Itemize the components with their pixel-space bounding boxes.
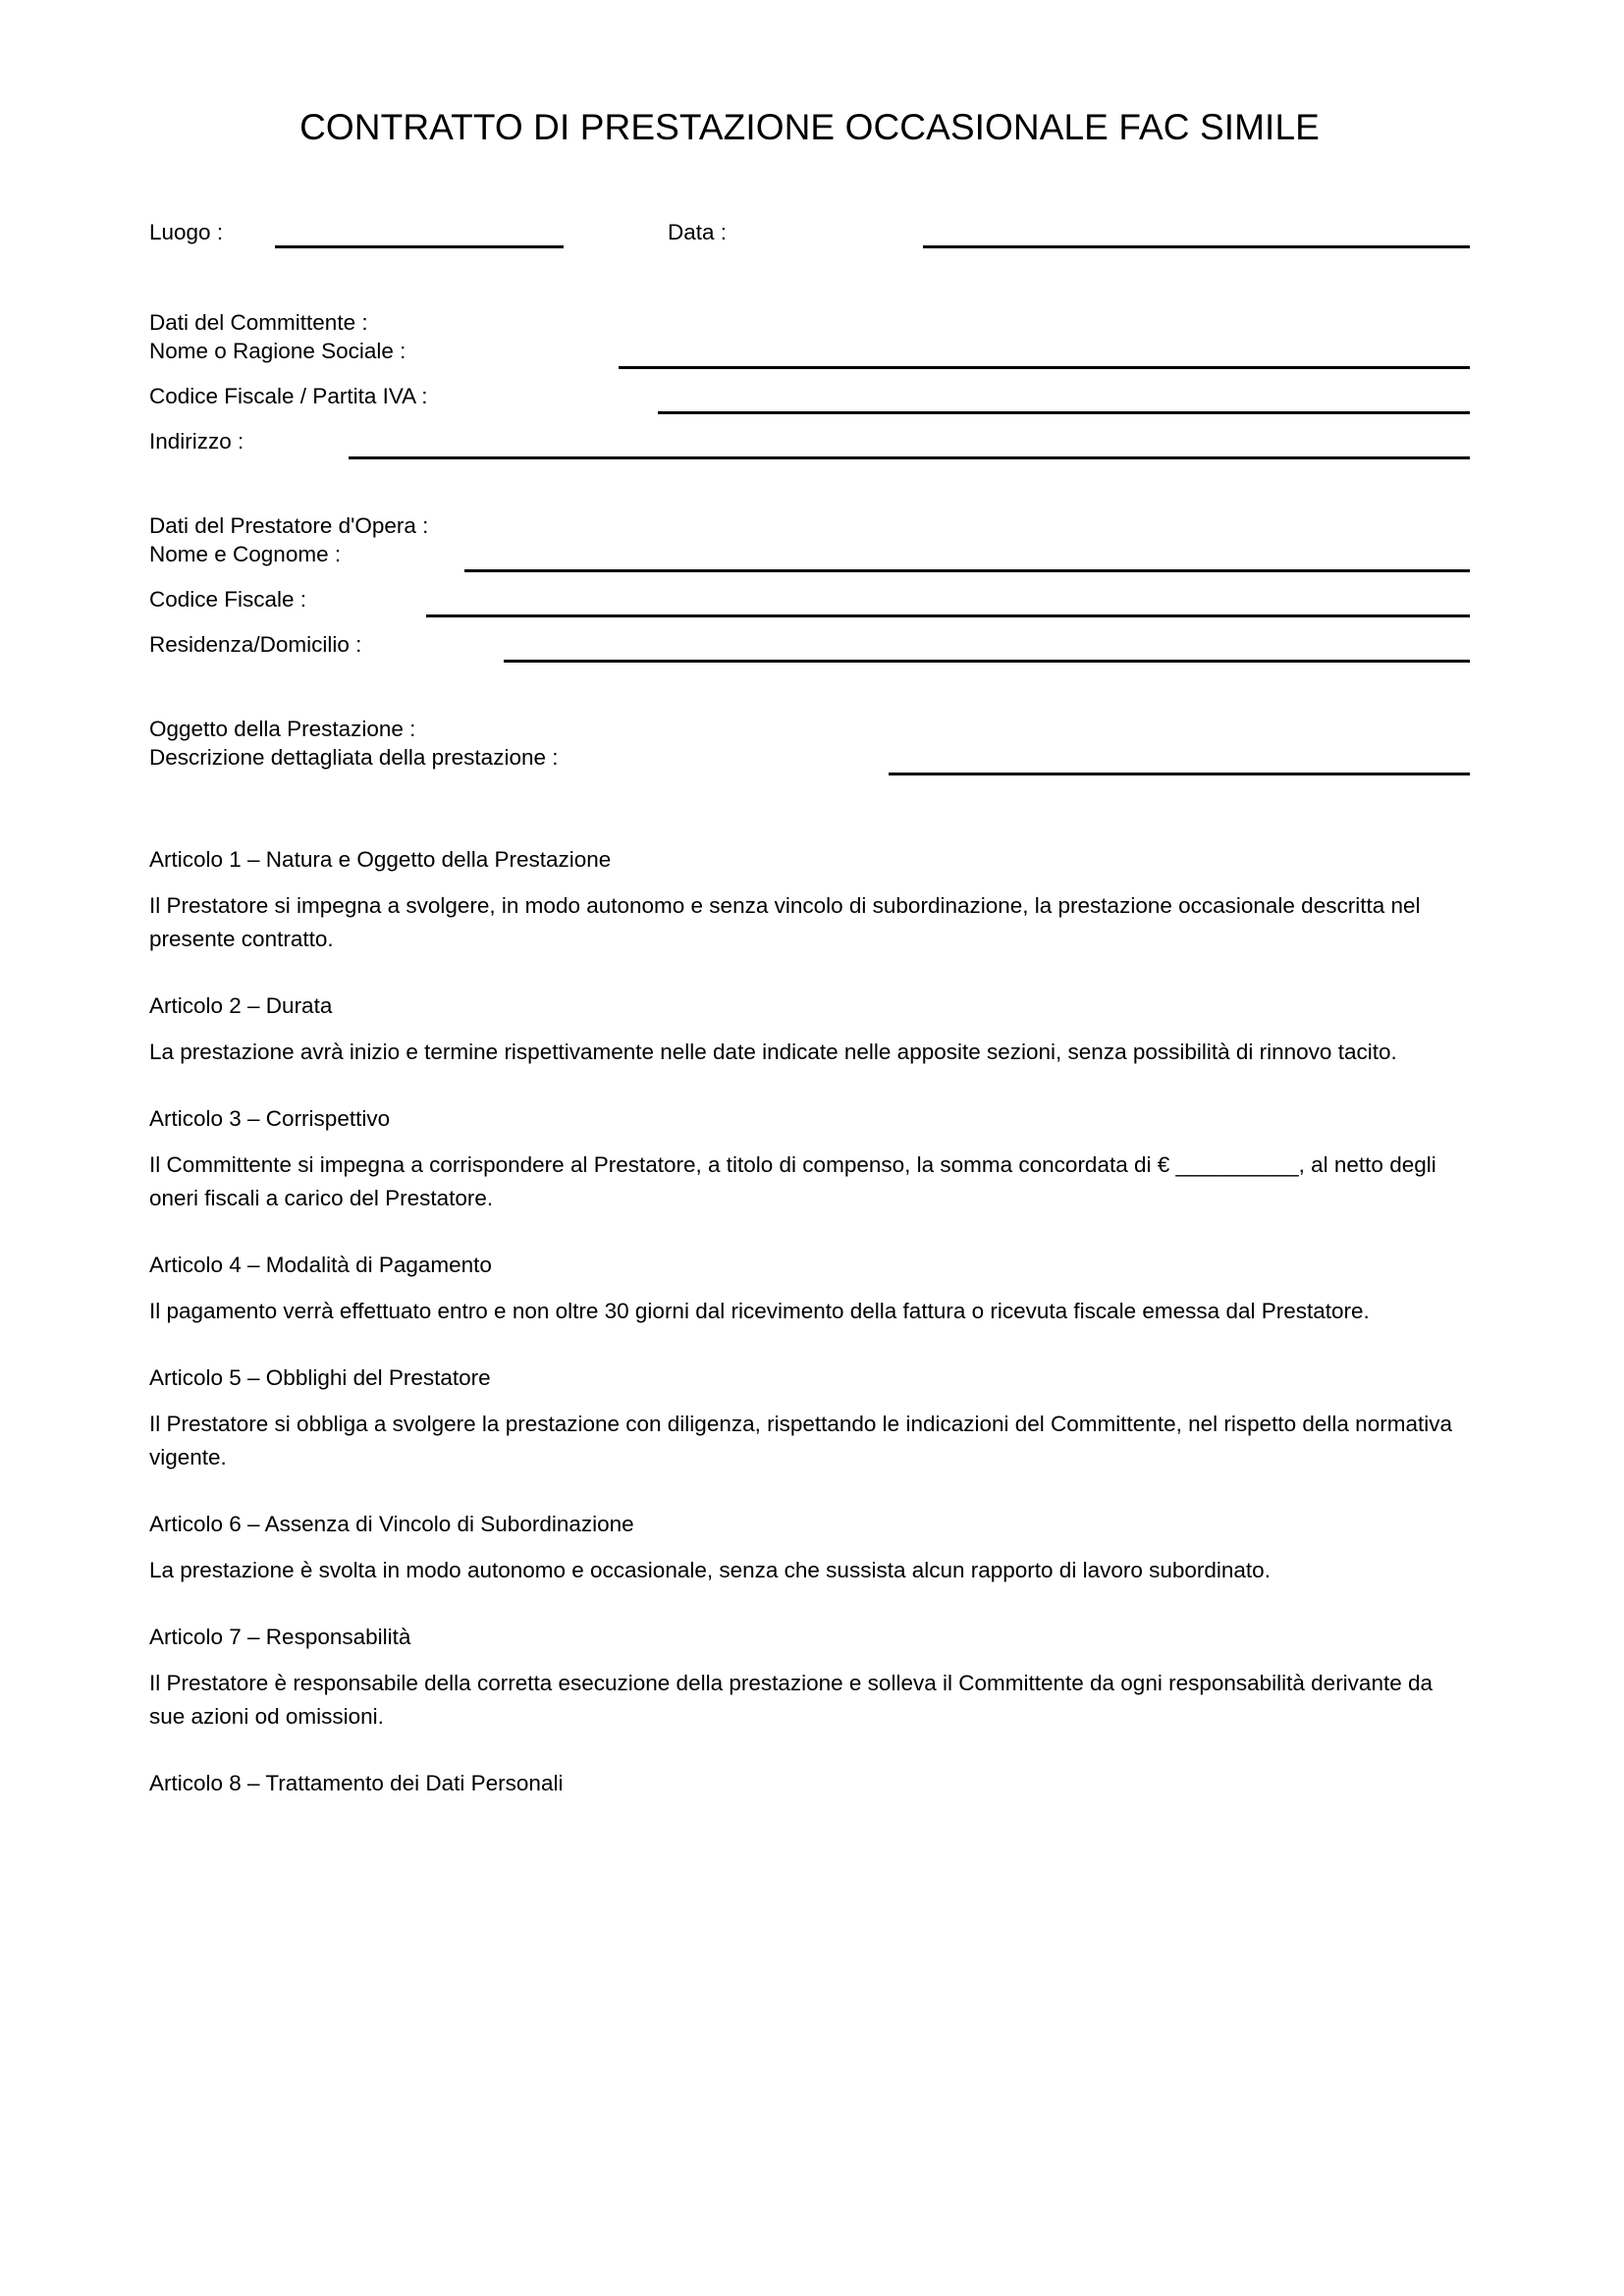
article-title: Articolo 3 – Corrispettivo bbox=[149, 1106, 391, 1132]
prestatore-heading: Dati del Prestatore d'Opera : bbox=[149, 513, 429, 539]
article-title: Articolo 2 – Durata bbox=[149, 993, 333, 1019]
data-label: Data : bbox=[668, 220, 728, 245]
article-1 bbox=[149, 845, 1470, 956]
field-line-residenza-domicilio[interactable] bbox=[504, 660, 1470, 663]
field-row-nome-ragione-sociale bbox=[149, 337, 1470, 382]
field-row-indirizzo bbox=[149, 427, 1470, 472]
article-5 bbox=[149, 1363, 1470, 1474]
oggetto-heading: Oggetto della Prestazione : bbox=[149, 717, 416, 742]
committente-section bbox=[149, 308, 1470, 472]
article-body: Il Prestatore si obbliga a svolgere la prestazione con diligenza, rispettando le indicazioni del Committente, nel rispetto della normativa vigente. bbox=[149, 1412, 1452, 1470]
luogo-label: Luogo : bbox=[149, 220, 224, 245]
field-line-codice-fiscale[interactable] bbox=[426, 614, 1470, 617]
spacer bbox=[149, 788, 1470, 810]
article-title: Articolo 1 – Natura e Oggetto della Prestazione bbox=[149, 847, 612, 873]
spacer bbox=[149, 251, 1470, 308]
document-content bbox=[149, 0, 1470, 1813]
article-8 bbox=[149, 1769, 1470, 1798]
article-body: La prestazione avrà inizio e termine rispettivamente nelle date indicate nelle apposite sezioni, senza possibilità di rinnovo tacito. bbox=[149, 1040, 1397, 1065]
article-body: Il pagamento verrà effettuato entro e non oltre 30 giorni dal ricevimento della fattura o ricevuta fiscale emessa dal Prestatore. bbox=[149, 1299, 1370, 1324]
article-body: La prestazione è svolta in modo autonomo e occasionale, senza che sussista alcun rapporto di lavoro subordinato. bbox=[149, 1558, 1271, 1583]
field-label-indirizzo: Indirizzo : bbox=[149, 429, 244, 454]
prestatore-section bbox=[149, 511, 1470, 675]
field-line-codice-fiscale-partita-iva[interactable] bbox=[658, 411, 1470, 414]
spacer bbox=[149, 472, 1470, 511]
data-fill-line[interactable] bbox=[923, 245, 1470, 248]
field-line-nome-cognome[interactable] bbox=[464, 569, 1470, 572]
article-body: Il Committente si impegna a corrispondere al Prestatore, a titolo di compenso, la somma concordata di € __________, al netto degli oneri fiscali a carico del Prestatore. bbox=[149, 1152, 1436, 1211]
oggetto-section bbox=[149, 715, 1470, 788]
field-line-descrizione[interactable] bbox=[889, 773, 1470, 775]
article-body: Il Prestatore si impegna a svolgere, in modo autonomo e senza vincolo di subordinazione, la prestazione occasionale descritta nel presente contratto. bbox=[149, 893, 1421, 952]
article-title: Articolo 4 – Modalità di Pagamento bbox=[149, 1253, 492, 1278]
article-7 bbox=[149, 1623, 1470, 1734]
page-title: CONTRATTO DI PRESTAZIONE OCCASIONALE FAC SIMILE bbox=[299, 107, 1320, 147]
article-4 bbox=[149, 1251, 1470, 1328]
article-title: Articolo 8 – Trattamento dei Dati Personali bbox=[149, 1771, 564, 1796]
field-line-nome-ragione-sociale[interactable] bbox=[619, 366, 1470, 369]
article-title: Articolo 5 – Obblighi del Prestatore bbox=[149, 1365, 491, 1391]
article-title: Articolo 7 – Responsabilità bbox=[149, 1625, 411, 1650]
field-label-residenza-domicilio: Residenza/Domicilio : bbox=[149, 632, 362, 658]
field-label-codice-fiscale: Codice Fiscale : bbox=[149, 587, 307, 613]
field-label-nome-ragione-sociale: Nome o Ragione Sociale : bbox=[149, 339, 406, 364]
luogo-data-row bbox=[149, 218, 1470, 251]
article-3 bbox=[149, 1104, 1470, 1215]
field-line-indirizzo[interactable] bbox=[349, 456, 1470, 459]
article-6 bbox=[149, 1510, 1470, 1587]
field-label-codice-fiscale-partita-iva: Codice Fiscale / Partita IVA : bbox=[149, 384, 428, 409]
luogo-fill-line[interactable] bbox=[275, 245, 564, 248]
field-label-descrizione: Descrizione dettagliata della prestazione : bbox=[149, 745, 559, 771]
spacer bbox=[149, 675, 1470, 715]
article-body: Il Prestatore è responsabile della corretta esecuzione della prestazione e solleva il Committente da ogni responsabilità derivante da sue azioni od omissioni. bbox=[149, 1671, 1433, 1730]
article-title: Articolo 6 – Assenza di Vincolo di Subordinazione bbox=[149, 1512, 634, 1537]
field-row-nome-cognome bbox=[149, 540, 1470, 585]
field-row-codice-fiscale-partita-iva bbox=[149, 382, 1470, 427]
field-row-descrizione bbox=[149, 743, 1470, 788]
committente-heading: Dati del Committente : bbox=[149, 310, 368, 336]
article-2 bbox=[149, 991, 1470, 1069]
field-row-codice-fiscale bbox=[149, 585, 1470, 630]
field-row-residenza-domicilio bbox=[149, 630, 1470, 675]
field-label-nome-cognome: Nome e Cognome : bbox=[149, 542, 342, 567]
